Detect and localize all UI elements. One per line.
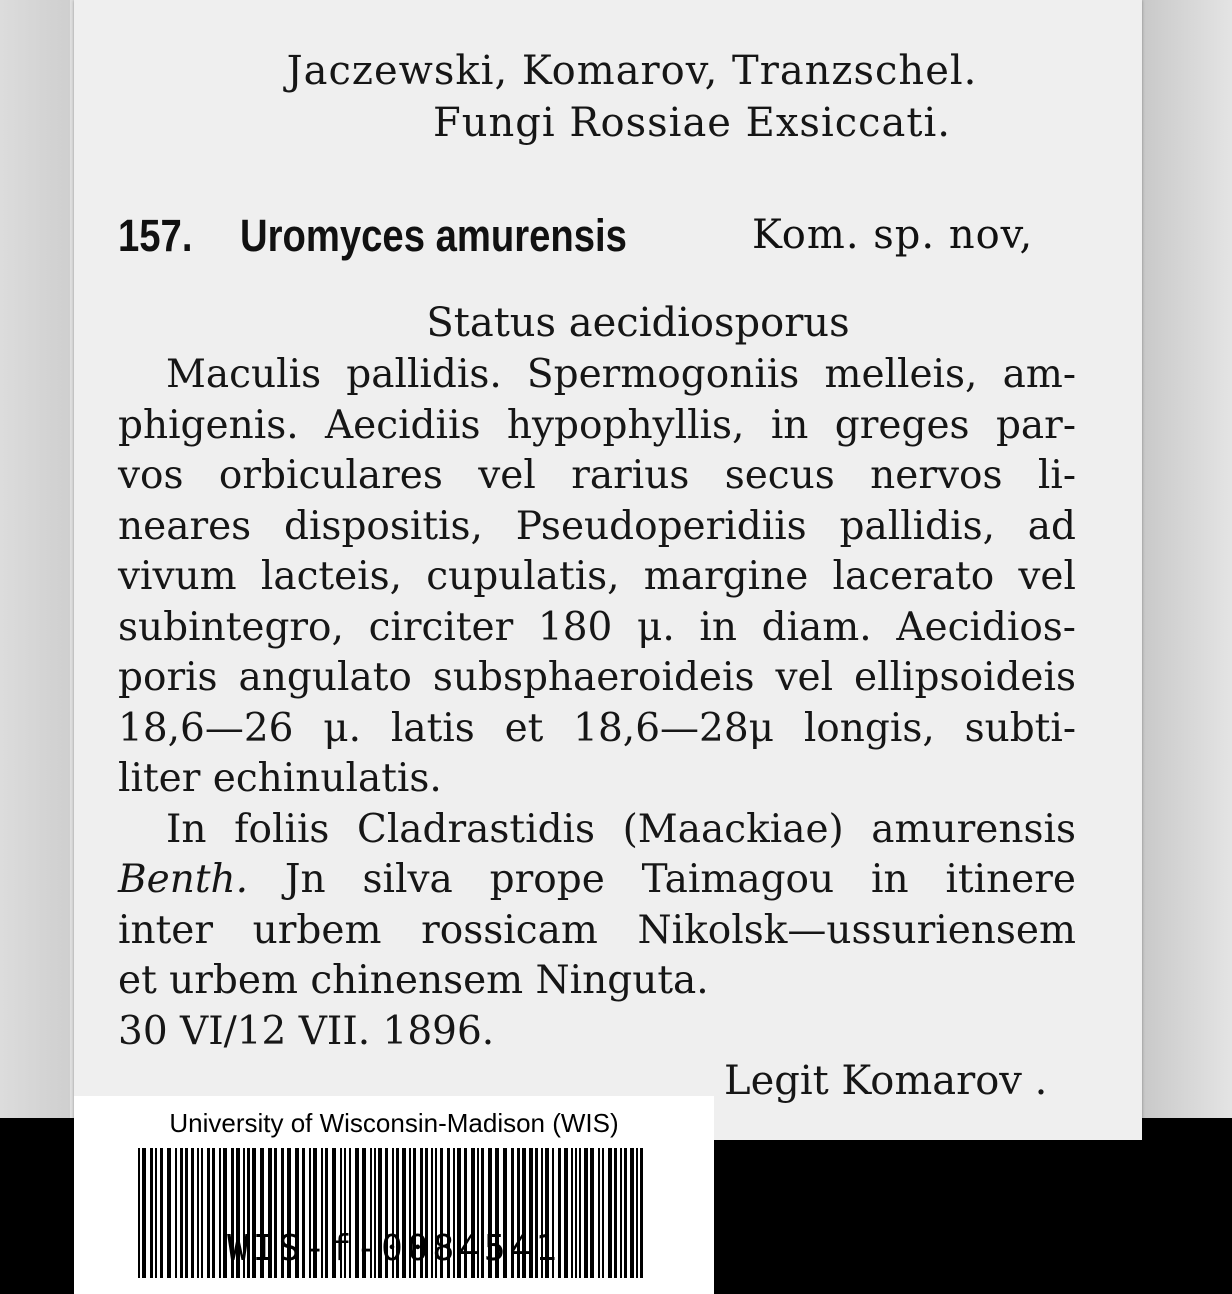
description-line: vos orbiculares vel rarius secus nervos li- xyxy=(118,453,1076,498)
host-author: Benth. xyxy=(118,857,249,902)
folder-right-flap xyxy=(1138,0,1232,1118)
description-line: 18,6—26 μ. latis et 18,6—28μ longis, subti- xyxy=(118,705,1076,751)
barcode-label xyxy=(74,1096,714,1294)
specimen-label xyxy=(74,0,1142,1140)
exsiccata-number: 157. xyxy=(118,210,193,261)
species-name: Uromyces amurensis xyxy=(240,210,627,261)
barcode-number: WIS-f-0084541 xyxy=(227,1228,561,1269)
collectors-header: Jaczewski, Komarov, Tranzschel. xyxy=(286,48,978,94)
folder-left-flap xyxy=(0,0,70,1118)
description xyxy=(118,350,1076,1057)
description-line: poris angulato subsphaeroideis vel ellipsoideis xyxy=(118,655,1076,700)
locality-text: Jn silva prope Taimagou in itinere xyxy=(284,857,1076,902)
description-line: Maculis pallidis. Spermogoniis melleis, am- xyxy=(166,352,1076,397)
locality-line: et urbem chinensem Ninguta. xyxy=(118,958,709,1003)
spore-status: Status aecidiosporus xyxy=(426,300,850,346)
institution-name: University of Wisconsin-Madison (WIS) xyxy=(169,1108,619,1138)
description-line: subintegro, circiter 180 μ. in diam. Aecidios- xyxy=(118,604,1076,650)
description-line: phigenis. Aecidiis hypophyllis, in greges par- xyxy=(118,402,1076,448)
description-line: neares dispositis, Pseudoperidiis pallidis, ad xyxy=(118,503,1076,549)
species-author: Kom. sp. nov, xyxy=(752,212,1034,258)
locality-line: inter urbem rossicam Nikolsk—ussuriensem xyxy=(118,907,1076,953)
collection-date: 30 VI/12 VII. 1896. xyxy=(118,1008,495,1054)
series-title: Fungi Rossiae Exsiccati. xyxy=(433,100,951,146)
description-line: vivum lacteis, cupulatis, margine lacerato vel xyxy=(118,554,1076,599)
host-line: In foliis Cladrastidis (Maackiae) amurensis xyxy=(166,806,1076,852)
host-line-with-author xyxy=(118,855,1076,906)
description-line: liter echinulatis. xyxy=(118,756,442,801)
collector: Legit Komarov . xyxy=(724,1058,1048,1104)
species-title xyxy=(118,210,1128,270)
